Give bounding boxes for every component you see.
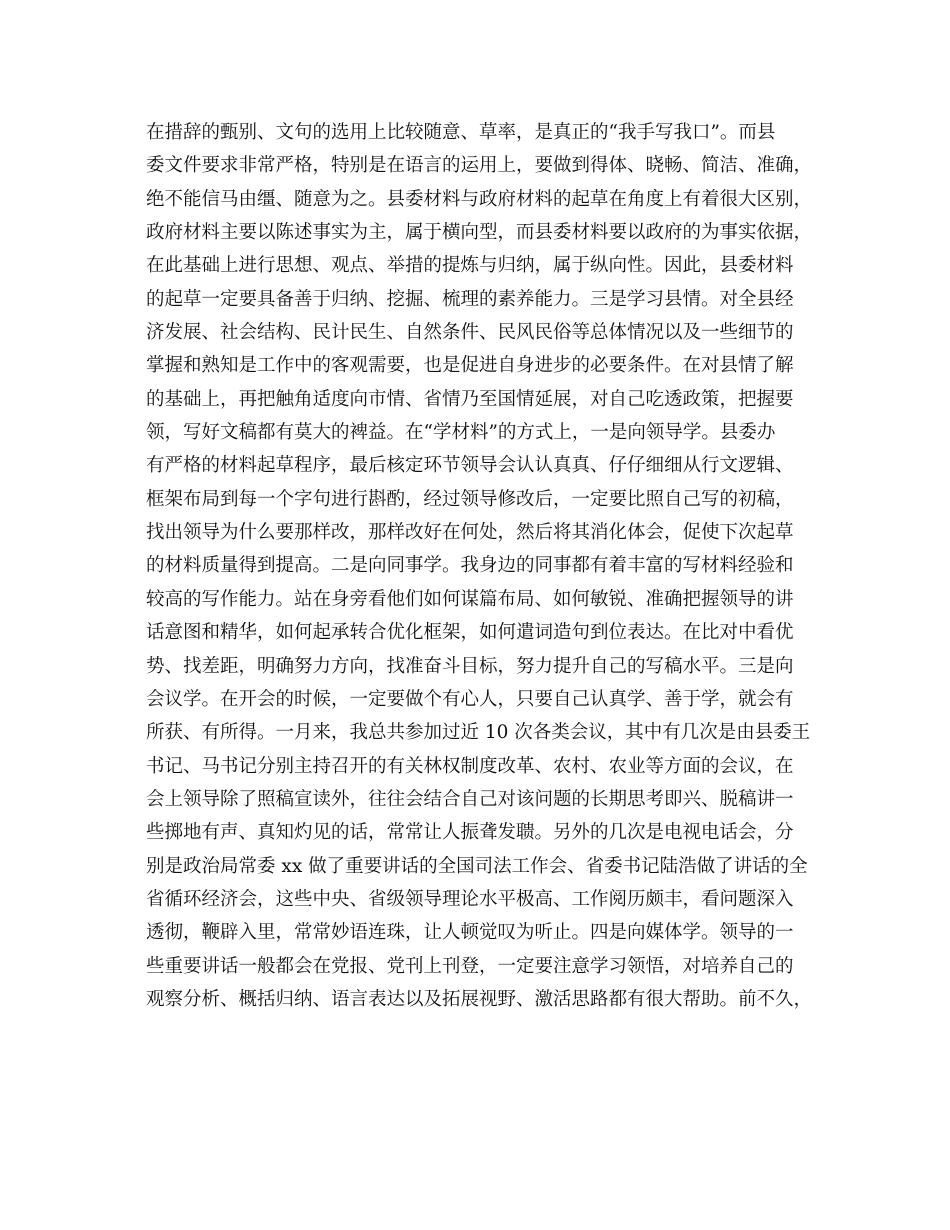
text-line: 话意图和精华，如何起承转合优化框架，如何遣词造句到位表达。在比对中看优: [146, 622, 794, 644]
text-line: 找出领导为什么要那样改，那样改好在何处，然后将其消化体会，促使下次起草: [146, 522, 794, 544]
text-line: 绝不能信马由缰、随意为之。县委材料与政府材料的起草在角度上有着很大区别，: [146, 188, 813, 210]
text-line: 会议学。在开会的时候，一定要做个有心人，只要自己认真学、善于学，就会有: [146, 688, 794, 710]
text-line: 济发展、社会结构、民计民生、自然条件、民风民俗等总体情况以及一些细节的: [146, 322, 794, 344]
text-line: 在此基础上进行思想、观点、举措的提炼与归纳，属于纵向性。因此，县委材料: [146, 255, 794, 277]
text-line: 些重要讲话一般都会在党报、党刊上刊登，一定要注意学习领悟，对培养自己的: [146, 955, 794, 977]
text-line: 所获、有所得。一月来，我总共参加过近 10 次各类会议，其中有几次是由县委王: [146, 722, 811, 744]
text-line: 的起草一定要具备善于归纳、挖掘、梳理的素养能力。三是学习县情。对全县经: [146, 288, 794, 310]
text-line: 别是政治局常委 xx 做了重要讲话的全国司法工作会、省委书记陆浩做了讲话的全: [146, 855, 808, 877]
text-line: 势、找差距，明确努力方向，找准奋斗目标，努力提升自己的写稿水平。三是向: [146, 655, 794, 677]
text-line: 较高的写作能力。站在身旁看他们如何谋篇布局、如何敏锐、准确把握领导的讲: [146, 588, 794, 610]
text-line: 透彻，鞭辟入里，常常妙语连珠，让人顿觉叹为听止。四是向媒体学。领导的一: [146, 922, 794, 944]
text-line: 的材料质量得到提高。二是向同事学。我身边的同事都有着丰富的写材料经验和: [146, 555, 794, 577]
text-line: 会上领导除了照稿宣读外，往往会结合自己对该问题的长期思考即兴、脱稿讲一: [146, 788, 794, 810]
text-line: 书记、马书记分别主持召开的有关林权制度改革、农村、农业等方面的会议，在: [146, 755, 794, 777]
text-line: 领，写好文稿都有莫大的裨益。在“学材料”的方式上，一是向领导学。县委办: [146, 422, 776, 444]
text-line: 些掷地有声、真知灼见的话，常常让人振聋发聩。另外的几次是电视电话会，分: [146, 822, 794, 844]
text-line: 在措辞的甄别、文句的选用上比较随意、草率，是真正的“我手写我口”。而县: [146, 122, 776, 143]
text-line: 掌握和熟知是工作中的客观需要，也是促进自身进步的必要条件。在对县情了解: [146, 355, 794, 377]
text-line: 省循环经济会，这些中央、省级领导理论水平极高、工作阅历颇丰，看问题深入: [146, 888, 794, 910]
text-line: 有严格的材料起草程序，最后核定环节领导会认认真真、仔仔细细从行文逻辑、: [146, 455, 794, 477]
text-line: 框架布局到每一个字句进行斟酌，经过领导修改后，一定要比照自己写的初稿，: [146, 488, 794, 510]
text-line: 政府材料主要以陈述事实为主，属于横向型，而县委材料要以政府的为事实依据，: [146, 222, 813, 244]
body-text: [146, 116, 816, 1016]
text-line: 委文件要求非常严格，特别是在语言的运用上，要做到得体、晓畅、简洁、准确，: [146, 155, 813, 177]
text-line: 观察分析、概括归纳、语言表达以及拓展视野、激活思路都有很大帮助。前不久，: [146, 988, 813, 1010]
text-line: 的基础上，再把触角适度向市情、省情乃至国情延展，对自己吃透政策，把握要: [146, 388, 794, 410]
